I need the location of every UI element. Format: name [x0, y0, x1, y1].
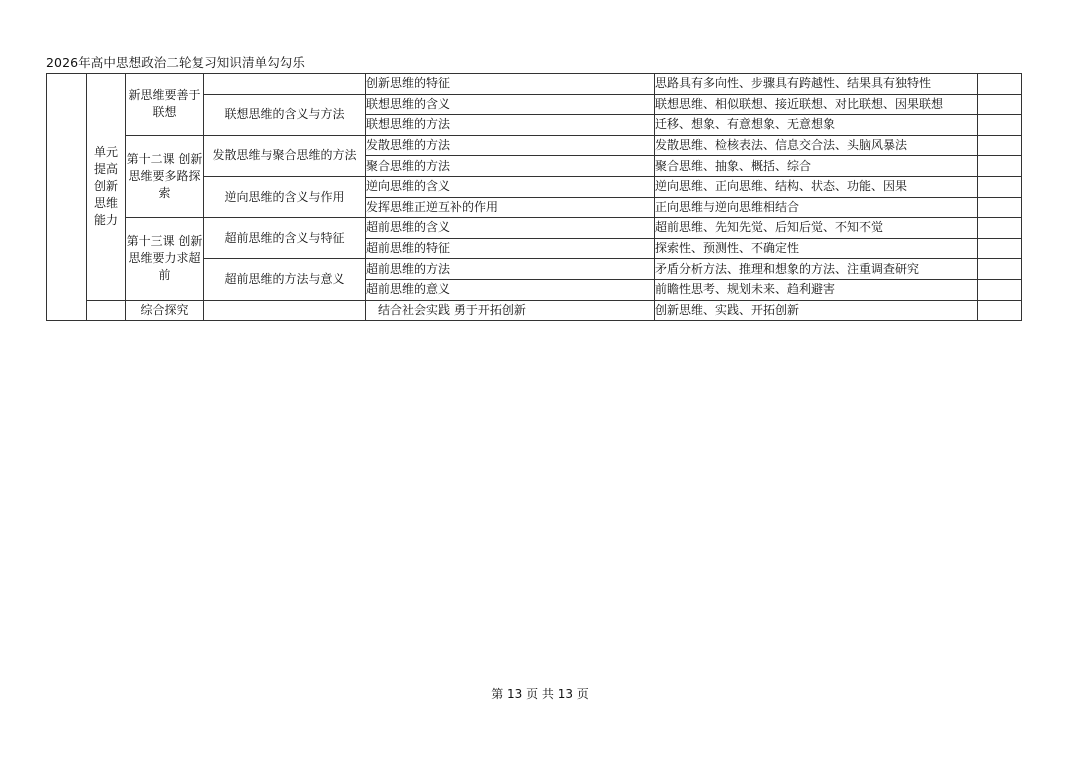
check-cell[interactable]	[978, 94, 1022, 115]
check-cell[interactable]	[978, 279, 1022, 300]
keywords-cell: 迁移、想象、有意想象、无意想象	[655, 115, 978, 136]
topic-cell: 发散思维与聚合思维的方法	[204, 135, 366, 176]
table-row	[47, 300, 1022, 321]
check-cell[interactable]	[978, 176, 1022, 197]
lesson-cell: 新思维要善于联想	[126, 74, 204, 136]
keywords-cell: 逆向思维、正向思维、结构、状态、功能、因果	[655, 176, 978, 197]
keywords-cell: 超前思维、先知先觉、后知后觉、不知不觉	[655, 218, 978, 239]
table-row	[47, 135, 1022, 156]
document-header: 2026年高中思想政治二轮复习知识清单勾勾乐	[46, 55, 306, 70]
point-cell: 创新思维的特征	[366, 74, 655, 95]
keywords-cell: 发散思维、检核表法、信息交合法、头脑风暴法	[655, 135, 978, 156]
check-cell[interactable]	[978, 156, 1022, 177]
topic-cell: 联想思维的含义与方法	[204, 94, 366, 135]
keywords-cell: 前瞻性思考、规划未来、趋利避害	[655, 279, 978, 300]
knowledge-table	[46, 73, 1022, 321]
point-cell: 超前思维的特征	[366, 238, 655, 259]
lesson-cell: 第十三课 创新思维要力求超前	[126, 218, 204, 300]
point-cell: 超前思维的方法	[366, 259, 655, 280]
topic-cell-empty	[204, 300, 366, 321]
lesson-cell: 综合探究	[126, 300, 204, 321]
keywords-cell: 创新思维、实践、开拓创新	[655, 300, 978, 321]
point-cell: 联想思维的含义	[366, 94, 655, 115]
unit-label-text: 单元提高创新思维能力	[93, 145, 118, 228]
check-cell[interactable]	[978, 74, 1022, 95]
blank-cell	[87, 300, 126, 321]
keywords-cell: 探索性、预测性、不确定性	[655, 238, 978, 259]
point-cell: 联想思维的方法	[366, 115, 655, 136]
table-row	[47, 218, 1022, 239]
point-cell: 聚合思维的方法	[366, 156, 655, 177]
check-cell[interactable]	[978, 218, 1022, 239]
topic-cell: 逆向思维的含义与作用	[204, 176, 366, 217]
topic-cell: 超前思维的方法与意义	[204, 259, 366, 300]
keywords-cell: 聚合思维、抽象、概括、综合	[655, 156, 978, 177]
topic-cell: 超前思维的含义与特征	[204, 218, 366, 259]
point-cell: 超前思维的意义	[366, 279, 655, 300]
check-cell[interactable]	[978, 300, 1022, 321]
check-cell[interactable]	[978, 115, 1022, 136]
point-cell: 发挥思维正逆互补的作用	[366, 197, 655, 218]
page-number: 第 13 页 共 13 页	[491, 687, 589, 701]
point-cell: 发散思维的方法	[366, 135, 655, 156]
check-cell[interactable]	[978, 238, 1022, 259]
keywords-cell: 正向思维与逆向思维相结合	[655, 197, 978, 218]
blank-cell	[47, 74, 87, 321]
check-cell[interactable]	[978, 259, 1022, 280]
keywords-cell: 联想思维、相似联想、接近联想、对比联想、因果联想	[655, 94, 978, 115]
table-row	[47, 74, 1022, 95]
point-cell: 超前思维的含义	[366, 218, 655, 239]
topic-cell-empty	[204, 74, 366, 95]
point-cell: 逆向思维的含义	[366, 176, 655, 197]
point-cell: 结合社会实践 勇于开拓创新	[366, 300, 655, 321]
keywords-cell: 矛盾分析方法、推理和想象的方法、注重调查研究	[655, 259, 978, 280]
lesson-cell: 第十二课 创新思维要多路探索	[126, 135, 204, 217]
keywords-cell: 思路具有多向性、步骤具有跨越性、结果具有独特性	[655, 74, 978, 95]
check-cell[interactable]	[978, 135, 1022, 156]
check-cell[interactable]	[978, 197, 1022, 218]
unit-label	[87, 74, 126, 301]
